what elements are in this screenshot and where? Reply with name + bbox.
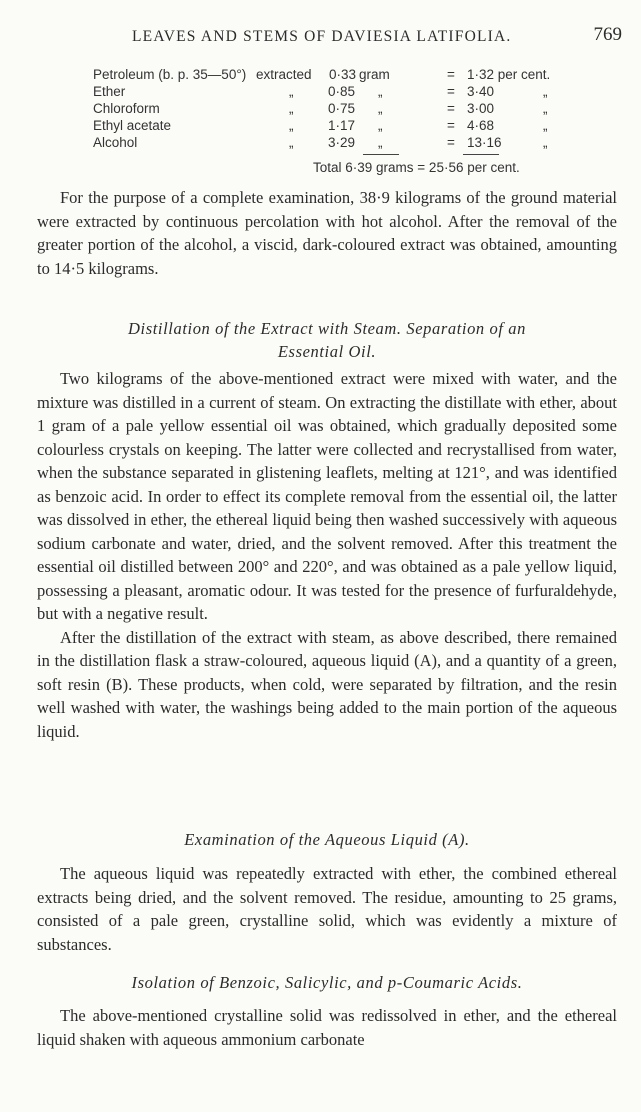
page-number: 769 <box>593 24 622 45</box>
table-row <box>93 118 573 135</box>
running-title: LEAVES AND STEMS OF DAVIESIA LATIFOLIA. <box>132 28 512 45</box>
solvent-name: Chloroform <box>93 101 160 116</box>
amount-value: 3·29 <box>328 135 356 150</box>
solvent-name: Ether <box>93 84 126 99</box>
equals-sign: = <box>447 101 455 116</box>
paragraph-text: Two kilograms of the above-mentioned extract were mixed with water, and the mixture was distilled in a current of steam. On extracting the distillate with ether, about 1 gram of a pale yellow essential oil was obtained, which gradually deposited some colourless crystals on keeping. The latter were collected and recrystallised from water, when the substance separated in glistening leaflets, melting at 121°, and was identified as benzoic acid. In order to effect its complete removal from the essential oil, the latter was dissolved in ether, the ethereal liquid being then washed successively with aqueous sodium carbonate and water, dried, and the solvent removed. After this treatment the essential oil distilled between 200° and 220°, and was obtained as a pale yellow liquid, possessing a pleasant, aromatic odour. It was tested for the presence of furfuraldehyde, but with a negative result. <box>37 369 617 623</box>
ditto-mark: „ <box>289 118 294 133</box>
amount-value: 0·75 <box>328 101 356 116</box>
section-heading-isolation <box>37 971 617 994</box>
amount-value: 0·33 <box>329 67 357 82</box>
ditto-mark: „ <box>378 135 383 150</box>
paragraph-extraction <box>37 186 617 280</box>
total-row: Total 6·39 grams = 25·56 per cent. <box>313 160 520 175</box>
ditto-mark: „ <box>289 135 294 150</box>
heading-line: Essential Oil. <box>277 342 377 361</box>
ditto-mark: „ <box>543 101 548 116</box>
ditto-mark: „ <box>378 84 383 99</box>
solvent-name: Alcohol <box>93 135 138 150</box>
unit-label: gram <box>359 67 390 82</box>
ditto-mark: „ <box>543 84 548 99</box>
ditto-mark: „ <box>289 101 294 116</box>
extracted-note: extracted <box>256 67 312 82</box>
heading-line: Isolation of Benzoic, Salicylic, and p-Coumaric Acids. <box>131 973 523 992</box>
paragraph-text: The above-mentioned crystalline solid was redissolved in ether, and the ethereal liquid shaken with aqueous ammonium carbonate <box>37 1006 617 1049</box>
sum-rule-percent <box>463 154 499 155</box>
extraction-table <box>93 67 573 152</box>
heading-line: Distillation of the Extract with Steam. Separation of an <box>128 319 526 338</box>
solvent-name: Petroleum (b. p. 35—50°) <box>93 67 247 82</box>
table-row <box>93 101 573 118</box>
sum-rule-amount <box>363 154 399 155</box>
section-heading-aqueous-liquid <box>37 828 617 851</box>
ditto-mark: „ <box>378 101 383 116</box>
percent-value: 3·00 <box>467 101 495 116</box>
section-heading-distillation <box>37 317 617 363</box>
table-row <box>93 84 573 101</box>
ditto-mark: „ <box>289 84 294 99</box>
paragraph-text: The aqueous liquid was repeatedly extracted with ether, the combined ethereal extracts being dried, and the solvent removed. The residue, amounting to 25 grams, consisted of a pale green, crystalline solid, which was evidently a mixture of substances. <box>37 864 617 954</box>
paragraph-isolation <box>37 1004 617 1051</box>
equals-sign: = <box>447 135 455 150</box>
percent-value: 1·32 per cent. <box>467 67 551 82</box>
ditto-mark: „ <box>543 118 548 133</box>
solvent-name: Ethyl acetate <box>93 118 172 133</box>
paragraph-text: After the distillation of the extract with steam, as above described, there remained in the distillation flask a straw-coloured, aqueous liquid (A), and a quantity of a green, soft resin (B). These products, when cold, were separated by filtration, and the resin well washed with water, the washings being added to the main portion of the aqueous liquid. <box>37 627 617 741</box>
equals-sign: = <box>447 118 455 133</box>
ditto-mark: „ <box>378 118 383 133</box>
equals-sign: = <box>447 67 455 82</box>
paragraph-aqueous-liquid <box>37 862 617 956</box>
percent-value: 3·40 <box>467 84 495 99</box>
table-row <box>93 67 573 84</box>
ditto-mark: „ <box>543 135 548 150</box>
equals-sign: = <box>447 84 455 99</box>
paragraph-steam-distillation <box>37 367 617 743</box>
amount-value: 0·85 <box>328 84 356 99</box>
percent-value: 4·68 <box>467 118 495 133</box>
heading-line: Examination of the Aqueous Liquid (A). <box>184 830 470 849</box>
table-row <box>93 135 573 152</box>
paragraph-text: For the purpose of a complete examination, 38·9 kilograms of the ground material were extracted by continuous percolation with hot alcohol. After the removal of the greater portion of the alcohol, a viscid, dark-coloured extract was obtained, amounting to 14·5 kilograms. <box>37 188 617 278</box>
amount-value: 1·17 <box>328 118 356 133</box>
percent-value: 13·16 <box>467 135 502 150</box>
